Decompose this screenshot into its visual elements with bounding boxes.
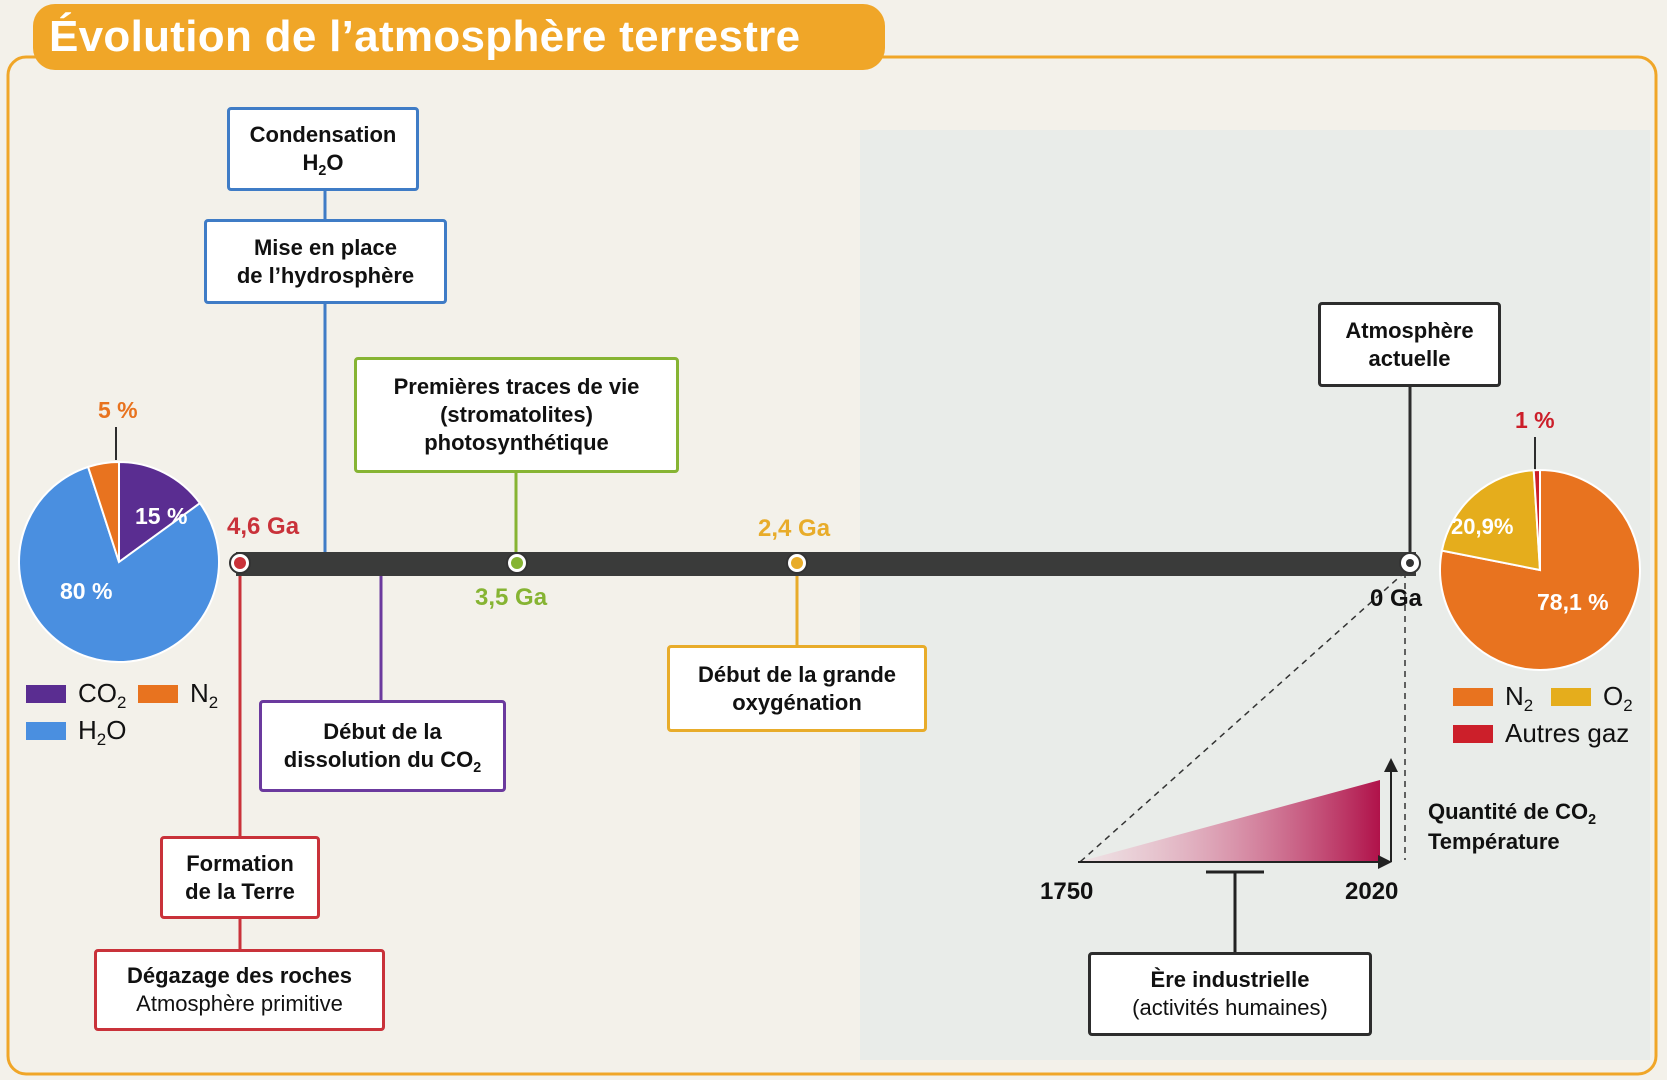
box-degazage-line1: Dégazage des roches xyxy=(127,963,352,988)
box-hydrosphere-line1: Mise en place xyxy=(253,234,398,260)
timeline-point-2-4-ga xyxy=(791,557,803,569)
box-grande-oxygenation-line2: oxygénation xyxy=(732,689,862,715)
label-quantite-temperature xyxy=(1428,797,1596,857)
box-atmosphere-actuelle-line1: Atmosphère xyxy=(1345,317,1474,343)
timeline-label-3-5-ga: 3,5 Ga xyxy=(475,584,548,611)
box-grande-oxygenation xyxy=(667,645,927,732)
timeline-label-0-ga: 0 Ga xyxy=(1370,585,1423,612)
box-premieres-traces-line1: Premières traces de vie xyxy=(393,374,640,399)
legend-primitive-n2: $N_2$ xyxy=(138,678,218,709)
pie-actuelle-label-o2: 20,9% xyxy=(1451,514,1514,539)
timeline-point-3-5-ga xyxy=(511,557,523,569)
legend-primitive-co2: $CO_2$ xyxy=(26,678,126,709)
box-dissolution-line1: Début de la xyxy=(323,719,442,744)
legend-swatch-autres xyxy=(1453,725,1493,743)
timeline-point-4-6-ga xyxy=(234,557,246,569)
pie-primitive-label-co2: 15 % xyxy=(135,503,188,529)
legend-actuelle-autres: Autres gaz xyxy=(1453,718,1629,749)
pie-atmosphere-actuelle xyxy=(1430,460,1650,680)
timeline-bar xyxy=(236,552,1416,576)
box-premieres-traces-de-vie xyxy=(354,357,679,473)
box-degazage-line2: Atmosphère primitive xyxy=(136,991,343,1016)
pie-actuelle-label-n2: 78,1 % xyxy=(1537,589,1609,615)
legend-actuelle-o2: $O_2$ xyxy=(1551,681,1633,712)
label-temperature: Température xyxy=(1428,829,1560,854)
box-ere-industrielle-line1: Ère industrielle xyxy=(1150,967,1310,992)
pie-primitive-label-h2o: 80 % xyxy=(60,578,113,604)
legend-primitive-h2o: $H_2O$ xyxy=(26,715,126,746)
box-atmosphere-actuelle-line2: actuelle xyxy=(1368,345,1451,371)
box-formation-line1: Formation xyxy=(186,850,294,876)
box-ere-industrielle-line2: (activités humaines) xyxy=(1132,995,1328,1020)
legend-swatch-n2-actuelle xyxy=(1453,688,1493,706)
box-formation-terre xyxy=(160,836,320,919)
box-hydrosphere-line2: de l’hydrosphère xyxy=(236,262,415,288)
box-grande-oxygenation-line1: Début de la grande xyxy=(697,661,897,687)
box-atmosphere-actuelle xyxy=(1318,302,1501,387)
box-premieres-traces-line3: photosynthétique xyxy=(424,430,609,455)
box-formation-line2: de la Terre xyxy=(185,878,295,904)
pie-actuelle-label-autres: 1 % xyxy=(1515,407,1555,433)
legend-swatch-h2o xyxy=(26,722,66,740)
legend-swatch-co2 xyxy=(26,685,66,703)
box-mise-en-place-hydrosphere xyxy=(204,219,447,304)
legend-swatch-o2 xyxy=(1551,688,1591,706)
legend-swatch-n2 xyxy=(138,685,178,703)
box-dissolution-co2 xyxy=(259,700,506,792)
label-quantite-co2: Quantité de $CO_2$ xyxy=(1428,799,1597,828)
page-title: Évolution de l’atmosphère terrestre xyxy=(33,4,885,70)
box-condensation-formula: $H_2O$ xyxy=(302,150,344,179)
box-condensation xyxy=(227,107,419,191)
pie-primitive-label-n2: 5 % xyxy=(98,397,138,423)
box-degazage-roches xyxy=(94,949,385,1031)
label-year-1750: 1750 xyxy=(1040,878,1094,905)
timeline-label-4-6-ga: 4,6 Ga xyxy=(227,513,300,540)
timeline-label-2-4-ga: 2,4 Ga xyxy=(758,515,831,542)
box-ere-industrielle xyxy=(1088,952,1372,1036)
box-premieres-traces-line2: (stromatolites) xyxy=(440,402,593,427)
pie-atmosphere-primitive xyxy=(9,452,229,672)
legend-actuelle-n2: $N_2$ xyxy=(1453,681,1533,712)
box-condensation-line1: Condensation xyxy=(249,122,397,147)
box-dissolution-line2: dissolution du $CO_2$ xyxy=(283,747,482,776)
label-year-2020: 2020 xyxy=(1345,878,1399,905)
